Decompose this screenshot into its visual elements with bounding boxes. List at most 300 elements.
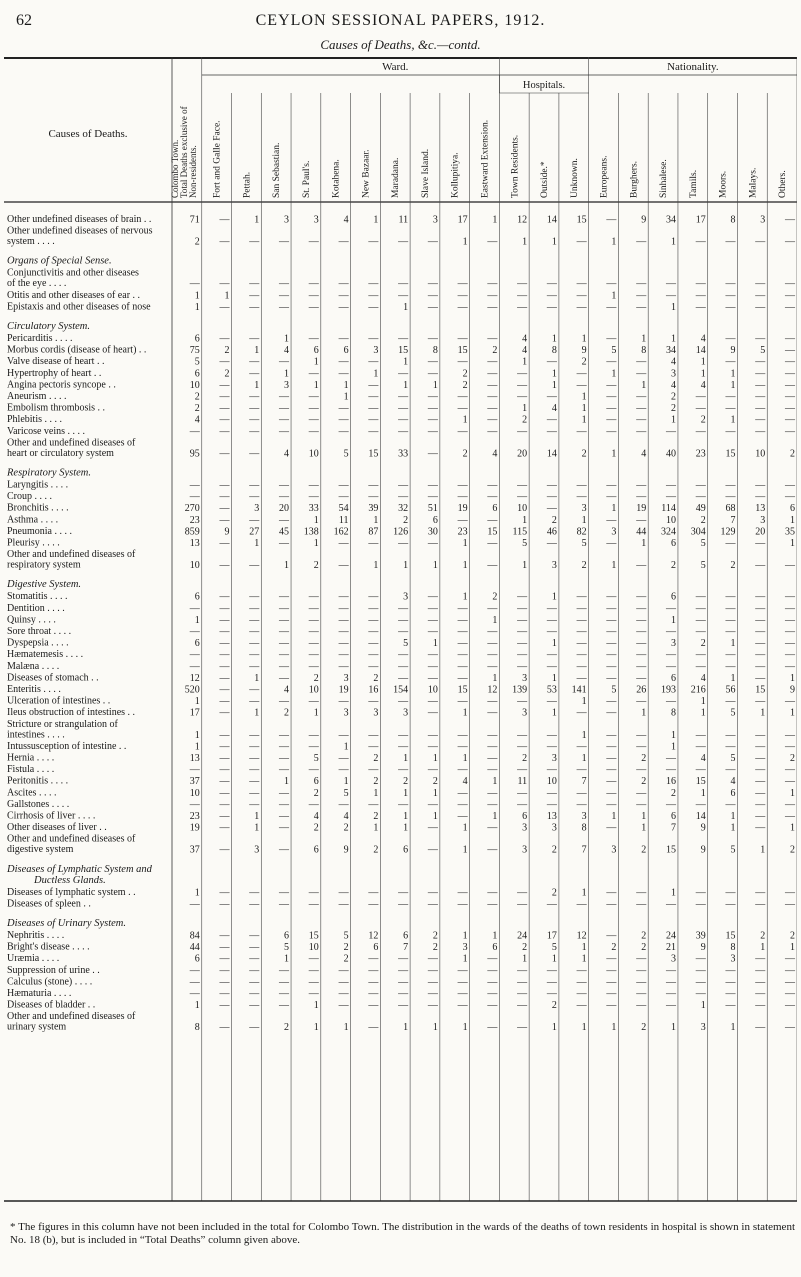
table-cell: —: [219, 898, 230, 910]
table-cell: —: [755, 776, 766, 788]
table-cell: —: [457, 333, 468, 345]
table-cell: —: [487, 414, 498, 426]
table-cell: —: [665, 491, 676, 503]
table-cell: —: [457, 649, 468, 661]
table-cell: —: [487, 1000, 498, 1012]
table-cell: —: [308, 638, 319, 650]
table-cell: —: [665, 603, 676, 615]
table-cell: —: [219, 684, 230, 696]
table-cell: —: [219, 965, 230, 977]
table-cell: 5: [611, 345, 617, 357]
table-cell: —: [606, 965, 617, 977]
table-cell: —: [398, 414, 409, 426]
table-cell: —: [427, 672, 438, 684]
table-cell: 2: [432, 930, 438, 942]
table-cell: 6: [522, 811, 528, 822]
table-cell: 15: [398, 345, 409, 357]
table-cell: —: [308, 764, 319, 776]
row-label: Ascites . . . .: [7, 787, 57, 799]
table-cell: —: [785, 236, 795, 248]
row-label: Asthma . . . .: [7, 514, 59, 526]
table-cell: —: [338, 696, 349, 708]
table-cell: —: [695, 591, 706, 603]
table-cell: —: [636, 301, 647, 313]
table-cell: —: [219, 356, 230, 368]
table-cell: —: [308, 491, 319, 503]
table-cell: —: [219, 538, 230, 549]
ward-group-label: Ward.: [382, 61, 409, 73]
table-cell: 3: [522, 672, 528, 684]
table-cell: —: [338, 403, 349, 415]
table-cell: 5: [284, 942, 290, 954]
table-cell: —: [636, 560, 647, 572]
table-subtitle: Causes of Deaths, &c.—contd.: [320, 37, 481, 52]
table-cell: 2: [670, 560, 676, 572]
row-label: Uræmia . . . .: [7, 953, 60, 965]
table-cell: —: [368, 403, 379, 415]
table-cell: —: [219, 787, 230, 799]
table-cell: 2: [522, 942, 528, 954]
table-cell: 13: [546, 811, 557, 822]
table-cell: 2: [373, 753, 379, 764]
table-cell: —: [785, 764, 795, 776]
table-cell: 1: [194, 696, 200, 708]
table-cell: —: [249, 391, 260, 403]
table-cell: 1: [313, 1022, 319, 1034]
table-cell: —: [457, 976, 468, 988]
table-cell: 3: [611, 526, 617, 538]
row-label: Suppression of urine . .: [7, 964, 100, 976]
row-label: Aneurism . . . .: [7, 391, 67, 402]
table-cell: 8: [581, 822, 587, 834]
table-cell: —: [398, 391, 409, 403]
table-cell: 1: [551, 1022, 557, 1034]
table-cell: —: [189, 988, 200, 1000]
table-cell: 2: [611, 942, 617, 954]
table-cell: 129: [720, 526, 736, 538]
table-cell: 1: [492, 214, 498, 226]
table-cell: 1: [403, 1022, 409, 1034]
table-cell: —: [695, 480, 706, 491]
table-cell: —: [338, 638, 349, 650]
table-cell: —: [487, 764, 498, 776]
table-cell: —: [249, 480, 260, 491]
row-label: Malæna . . . .: [7, 660, 60, 672]
table-cell: —: [665, 988, 676, 1000]
table-cell: 1: [373, 514, 379, 526]
column-header: Town Residents.: [510, 134, 521, 198]
table-cell: —: [517, 965, 528, 977]
table-cell: 1: [581, 514, 587, 526]
table-cell: 1: [462, 753, 468, 764]
table-cell: 6: [403, 930, 409, 942]
table-cell: 1: [670, 414, 676, 426]
table-cell: 3: [373, 707, 379, 719]
table-cell: —: [606, 626, 617, 638]
table-cell: 6: [194, 368, 200, 380]
table-cell: 2: [284, 707, 290, 719]
table-cell: —: [576, 603, 587, 615]
table-cell: —: [517, 1000, 528, 1012]
table-cell: 2: [790, 930, 795, 942]
table-cell: 1: [194, 741, 200, 753]
row-label: Other and undefined diseases of: [7, 437, 136, 449]
column-header: St. Paul's.: [301, 160, 312, 198]
table-cell: 1: [551, 236, 557, 248]
table-cell: 2: [700, 638, 706, 650]
table-cell: —: [695, 403, 706, 415]
table-cell: 19: [189, 822, 200, 834]
table-cell: —: [368, 638, 379, 650]
row-label: Hæmatemesis . . . .: [7, 649, 84, 661]
table-cell: —: [487, 844, 498, 856]
table-cell: —: [636, 290, 647, 302]
table-cell: —: [487, 953, 498, 965]
table-cell: —: [487, 787, 498, 799]
table-cell: 1: [462, 953, 468, 965]
table-cell: 3: [343, 672, 349, 684]
table-cell: 14: [695, 811, 706, 822]
table-cell: 2: [551, 887, 557, 899]
table-cell: 6: [730, 787, 736, 799]
table-cell: —: [398, 965, 409, 977]
table-cell: —: [338, 753, 349, 764]
table-cell: —: [755, 799, 766, 811]
table-cell: 8: [194, 1022, 200, 1034]
table-cell: 4: [343, 214, 349, 226]
table-cell: 3: [284, 379, 290, 391]
table-cell: —: [725, 661, 736, 673]
table-cell: —: [427, 368, 438, 380]
table-cell: —: [249, 638, 260, 650]
table-cell: —: [427, 1000, 438, 1012]
row-label: Croup . . . .: [7, 491, 52, 503]
table-cell: —: [457, 278, 468, 290]
table-cell: —: [487, 333, 498, 345]
table-cell: —: [636, 696, 647, 708]
table-cell: 1: [254, 345, 260, 357]
table-cell: —: [487, 514, 498, 526]
table-cell: —: [665, 426, 676, 438]
table-cell: 2: [373, 811, 379, 822]
table-cell: 304: [690, 526, 706, 538]
table-cell: —: [219, 753, 230, 764]
table-cell: —: [338, 538, 349, 549]
table-cell: 3: [373, 345, 379, 357]
table-cell: —: [636, 356, 647, 368]
table-cell: 15: [725, 448, 736, 460]
row-label: Angina pectoris syncope . .: [7, 379, 116, 391]
table-cell: —: [636, 672, 647, 684]
table-cell: —: [755, 368, 766, 380]
table-cell: —: [725, 603, 736, 615]
table-cell: —: [517, 898, 528, 910]
table-cell: 1: [224, 290, 230, 302]
table-cell: —: [249, 491, 260, 503]
table-cell: 1: [343, 1022, 349, 1034]
table-cell: 1: [284, 333, 290, 345]
table-cell: 82: [576, 526, 587, 538]
column-header: Outside.*: [540, 161, 551, 198]
table-cell: —: [695, 965, 706, 977]
table-cell: 30: [427, 526, 438, 538]
table-cell: 54: [338, 503, 349, 515]
table-cell: —: [219, 811, 230, 822]
table-cell: 56: [725, 684, 736, 696]
table-cell: —: [755, 626, 766, 638]
table-cell: 2: [343, 953, 349, 965]
table-cell: —: [576, 764, 587, 776]
table-cell: 14: [695, 345, 706, 357]
table-cell: —: [487, 741, 498, 753]
table-cell: 4: [522, 345, 528, 357]
table-cell: —: [636, 491, 647, 503]
table-cell: 1: [611, 368, 617, 380]
table-cell: 1: [581, 729, 587, 741]
table-cell: 15: [755, 684, 766, 696]
table-cell: —: [279, 480, 290, 491]
table-cell: —: [665, 278, 676, 290]
table-cell: —: [219, 799, 230, 811]
table-cell: —: [249, 753, 260, 764]
table-cell: —: [279, 753, 290, 764]
table-cell: 2: [313, 822, 319, 834]
table-cell: 39: [368, 503, 379, 515]
hospitals-group-label: Hospitals.: [522, 80, 566, 91]
table-cell: —: [249, 1022, 260, 1034]
table-cell: 1: [581, 953, 587, 965]
table-cell: 3: [670, 368, 676, 380]
table-cell: —: [279, 988, 290, 1000]
table-cell: 2: [641, 930, 647, 942]
table-cell: —: [755, 638, 766, 650]
table-cell: 3: [611, 844, 617, 856]
table-cell: 3: [284, 214, 290, 226]
table-cell: 1: [254, 672, 260, 684]
table-cell: 1: [790, 538, 795, 549]
table-cell: —: [219, 448, 230, 460]
table-cell: —: [308, 278, 319, 290]
table-cell: —: [338, 278, 349, 290]
table-cell: 1: [551, 953, 557, 965]
table-cell: 2: [641, 1022, 647, 1034]
table-cell: —: [755, 965, 766, 977]
table-cell: —: [427, 403, 438, 415]
table-cell: 32: [398, 503, 409, 515]
table-cell: 1: [343, 379, 349, 391]
table-cell: —: [546, 356, 557, 368]
table-cell: —: [487, 661, 498, 673]
footnote: * The figures in this column have not been included in the total for Colombo Town. The distribution in the wards of the deaths of town residents in hospital is shown in statement No. 18 (b), but is included in “Total Deaths” column given above.: [10, 1221, 795, 1246]
row-label: Intussusception of intestine . .: [7, 740, 127, 752]
table-cell: —: [279, 426, 290, 438]
table-cell: 4: [730, 776, 736, 788]
table-cell: 1: [313, 514, 319, 526]
row-label: Hæmaturia . . . .: [7, 988, 72, 999]
table-cell: 3: [730, 953, 736, 965]
table-cell: —: [427, 696, 438, 708]
table-cell: 1: [194, 1000, 200, 1012]
table-cell: —: [427, 603, 438, 615]
table-cell: 1: [551, 672, 557, 684]
table-cell: —: [546, 278, 557, 290]
table-cell: —: [665, 799, 676, 811]
table-cell: 1: [641, 538, 647, 549]
table-cell: 5: [551, 942, 557, 954]
table-cell: —: [368, 391, 379, 403]
table-cell: 2: [224, 345, 230, 357]
table-cell: 53: [546, 684, 557, 696]
table-cell: —: [517, 379, 528, 391]
table-cell: —: [189, 764, 200, 776]
table-cell: —: [279, 514, 290, 526]
table-cell: —: [606, 776, 617, 788]
table-cell: —: [308, 988, 319, 1000]
table-cell: —: [576, 965, 587, 977]
table-cell: 9: [581, 345, 587, 357]
table-cell: —: [725, 764, 736, 776]
table-cell: —: [219, 696, 230, 708]
table-cell: 2: [522, 753, 528, 764]
table-cell: —: [695, 603, 706, 615]
table-cell: 1: [373, 560, 379, 572]
table-cell: 5: [700, 538, 706, 549]
table-cell: —: [219, 707, 230, 719]
table-cell: 4: [284, 448, 290, 460]
table-cell: —: [785, 776, 795, 788]
table-cell: 13: [189, 753, 200, 764]
table-cell: —: [695, 649, 706, 661]
table-cell: 1: [670, 614, 676, 626]
table-cell: —: [636, 787, 647, 799]
table-cell: —: [636, 764, 647, 776]
table-cell: 6: [790, 503, 795, 515]
table-cell: 8: [730, 942, 736, 954]
table-cell: —: [755, 988, 766, 1000]
table-cell: 24: [517, 930, 528, 942]
table-cell: —: [219, 953, 230, 965]
table-cell: —: [546, 480, 557, 491]
table-cell: —: [398, 672, 409, 684]
section-heading: Diseases of Urinary System.: [7, 918, 126, 929]
row-label: Gallstones . . . .: [7, 798, 70, 810]
table-cell: —: [219, 844, 230, 856]
column-header: Burghers.: [629, 160, 640, 198]
table-cell: —: [755, 426, 766, 438]
table-cell: —: [249, 448, 260, 460]
table-cell: —: [785, 491, 795, 503]
table-cell: 1: [343, 391, 349, 403]
table-cell: 15: [487, 526, 498, 538]
table-cell: —: [665, 626, 676, 638]
table-cell: 1: [551, 638, 557, 650]
table-cell: 10: [427, 684, 438, 696]
table-cell: —: [725, 626, 736, 638]
table-cell: —: [546, 764, 557, 776]
table-cell: 1: [492, 776, 498, 788]
table-cell: —: [249, 426, 260, 438]
table-cell: 3: [403, 707, 409, 719]
table-cell: 19: [338, 684, 349, 696]
table-cell: 1: [790, 787, 795, 799]
table-cell: 75: [189, 345, 200, 357]
table-cell: —: [606, 930, 617, 942]
table-cell: 1: [254, 707, 260, 719]
table-cell: —: [665, 649, 676, 661]
table-cell: —: [576, 707, 587, 719]
table-cell: 1: [611, 448, 617, 460]
table-cell: —: [457, 301, 468, 313]
table-cell: —: [427, 988, 438, 1000]
table-cell: 2: [700, 414, 706, 426]
table-cell: 1: [551, 707, 557, 719]
table-cell: 1: [581, 391, 587, 403]
table-cell: 1: [432, 1022, 438, 1034]
table-cell: 1: [254, 538, 260, 549]
table-cell: 216: [690, 684, 706, 696]
table-cell: —: [546, 301, 557, 313]
table-cell: —: [279, 844, 290, 856]
table-cell: —: [755, 301, 766, 313]
table-cell: —: [725, 965, 736, 977]
table-cell: 126: [393, 526, 409, 538]
table-cell: 33: [398, 448, 409, 460]
table-cell: 2: [343, 822, 349, 834]
table-cell: —: [755, 898, 766, 910]
table-cell: —: [546, 426, 557, 438]
table-cell: 8: [730, 214, 736, 226]
table-cell: —: [695, 236, 706, 248]
table-cell: 1: [700, 787, 706, 799]
table-cell: —: [249, 898, 260, 910]
table-cell: 10: [755, 448, 766, 460]
table-cell: 3: [581, 811, 587, 822]
table-cell: —: [636, 591, 647, 603]
table-cell: 1: [373, 214, 379, 226]
table-cell: —: [219, 661, 230, 673]
table-cell: —: [725, 426, 736, 438]
table-cell: —: [785, 603, 795, 615]
table-cell: —: [427, 448, 438, 460]
table-cell: —: [725, 799, 736, 811]
table-cell: —: [576, 976, 587, 988]
table-cell: —: [487, 822, 498, 834]
table-cell: —: [517, 626, 528, 638]
table-cell: —: [487, 426, 498, 438]
section-heading: Ductless Glands.: [34, 874, 106, 886]
section-heading: Digestive System.: [7, 579, 82, 591]
table-cell: —: [785, 591, 795, 603]
table-cell: —: [279, 649, 290, 661]
table-cell: 13: [755, 503, 766, 515]
table-cell: 2: [790, 448, 795, 460]
table-cell: —: [219, 514, 230, 526]
table-cell: —: [487, 649, 498, 661]
table-cell: —: [368, 301, 379, 313]
table-cell: —: [427, 707, 438, 719]
table-cell: —: [457, 491, 468, 503]
table-cell: —: [487, 301, 498, 313]
row-label: Valve disease of heart . .: [7, 356, 105, 368]
table-cell: 2: [641, 844, 647, 856]
table-cell: —: [338, 661, 349, 673]
table-cell: —: [576, 368, 587, 380]
table-cell: 2: [670, 391, 676, 403]
table-cell: —: [219, 236, 230, 248]
table-cell: —: [785, 278, 795, 290]
table-cell: —: [785, 403, 795, 415]
table-cell: 24: [665, 930, 676, 942]
